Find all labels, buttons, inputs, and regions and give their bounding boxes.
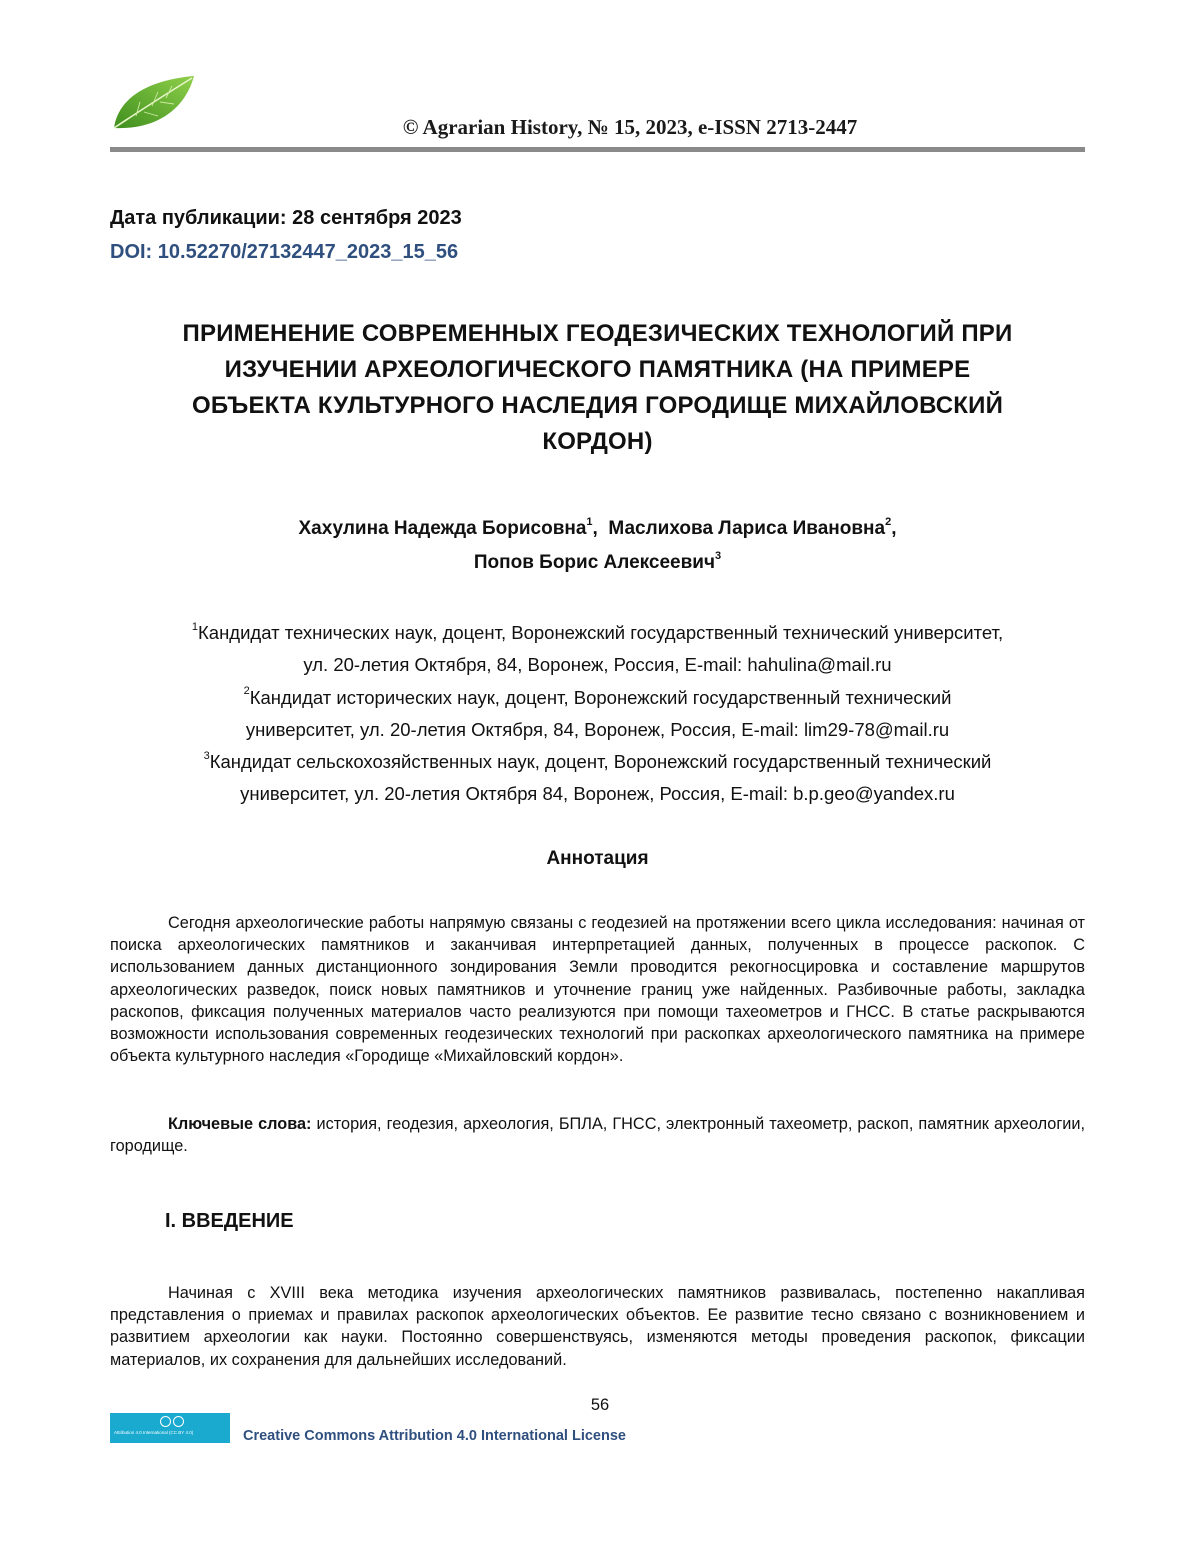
author-superscript: 3: [715, 549, 722, 562]
cc-license-badge[interactable]: [110, 1413, 230, 1443]
license-text[interactable]: Creative Commons Attribution 4.0 International License: [243, 1428, 626, 1444]
affiliation-line: Кандидат технических наук, доцент, Воронежский государственный технический университет,: [198, 622, 1004, 643]
section-paragraph: Начиная с XVIII века методика изучения археологических памятников развивалась, постепенно накапливая представления о приемах и правилах раскопок археологических объектов. Ее развитие тесно связано с возникновением и развитием археологии как науки. Постоянно совершенствуясь, изменяются методы проведения раскопок, фиксации материалов, их сохранения для дальнейших исследований.: [110, 1284, 1085, 1369]
by-icon: [173, 1416, 184, 1427]
cc-icon: [160, 1416, 171, 1427]
publication-date: Дата публикации: 28 сентября 2023: [110, 207, 462, 229]
affiliation-marker: 2: [243, 685, 250, 698]
affiliation-line: ул. 20-летия Октября, 84, Воронеж, Россия, E-mail: hahulina@mail.ru: [303, 654, 892, 676]
title-line: ОБЪЕКТА КУЛЬТУРНОГО НАСЛЕДИЯ ГОРОДИЩЕ МИХАЙЛОВСКИЙ: [191, 392, 1004, 419]
journal-header: © Agrarian History, № 15, 2023, e-ISSN 2713-2447: [402, 115, 858, 139]
title-line: ИЗУЧЕНИИ АРХЕОЛОГИЧЕСКОГО ПАМЯТНИКА (НА ПРИМЕРЕ: [224, 356, 971, 383]
keywords: [110, 1113, 1085, 1157]
keywords-label: Ключевые слова:: [168, 1115, 312, 1133]
doi-link[interactable]: DOI: 10.52270/27132447_2023_15_56: [110, 241, 459, 263]
author-name: Попов Борис Алексеевич: [473, 552, 716, 573]
author-name: Хахулина Надежда Борисовна: [298, 518, 587, 539]
cc-icons: [160, 1416, 184, 1428]
affiliation-line: университет, ул. 20-летия Октября 84, Воронеж, Россия, E-mail: b.p.geo@yandex.ru: [240, 783, 955, 805]
leaf-logo-icon: [108, 72, 200, 134]
section-heading: I. ВВЕДЕНИЕ: [165, 1210, 294, 1232]
affiliation-line: Кандидат сельскохозяйственных наук, доцент, Воронежский государственный технический: [209, 751, 992, 773]
author-list: [110, 512, 1085, 580]
title-line: ПРИМЕНЕНИЕ СОВРЕМЕННЫХ ГЕОДЕЗИЧЕСКИХ ТЕХНОЛОГИЙ ПРИ: [182, 320, 1013, 347]
paper-title: [110, 316, 1085, 460]
abstract-heading: Аннотация: [546, 848, 649, 869]
page-number: 56: [590, 1396, 610, 1414]
affiliation-marker: 1: [191, 620, 198, 633]
author-separator: ,: [891, 518, 897, 539]
keywords-list: история, геодезия, археология, БПЛА, ГНСС, электронный тахеометр, раскоп, памятник археологии, городище.: [110, 1115, 1085, 1156]
header-divider: [110, 147, 1085, 152]
author-name: Маслихова Лариса Ивановна: [608, 518, 886, 539]
abstract-body: [110, 912, 1085, 1067]
affiliation-line: университет, ул. 20-летия Октября, 84, Воронеж, Россия, E-mail: lim29-78@mail.ru: [245, 718, 950, 740]
author-superscript: 1: [586, 515, 593, 528]
author-separator: ,: [592, 518, 609, 539]
affiliations: [110, 617, 1085, 811]
author-superscript: 2: [885, 515, 892, 528]
section-body: [110, 1282, 1085, 1371]
affiliation-marker: 3: [203, 750, 210, 763]
title-line: КОРДОН): [542, 428, 653, 455]
affiliation-line: Кандидат исторических наук, доцент, Воронежский государственный технический: [249, 686, 952, 708]
cc-badge-text: Attribution 4.0 International (CC BY 4.0): [114, 1430, 194, 1435]
abstract-paragraph: Сегодня археологические работы напрямую связаны с геодезией на протяжении всего цикла исследования: начиная от поиска археологических памятников и заканчивая интерпретацией данных, полученных в процессе раскопок. С использованием данных дистанционного зондирования Земли проводится рекогносцировка и составление маршрутов археологических разведок, поиск новых памятников и уточнение границ уже найденных. Разбивочные работы, закладка раскопов, фиксация полученных материалов часто реализуются при помощи тахеометров и ГНСС. В статье раскрываются возможности использования современных геодезических технологий при раскопках археологического памятника на примере объекта культурного наследия «Городище «Михайловский кордон».: [110, 914, 1085, 1066]
